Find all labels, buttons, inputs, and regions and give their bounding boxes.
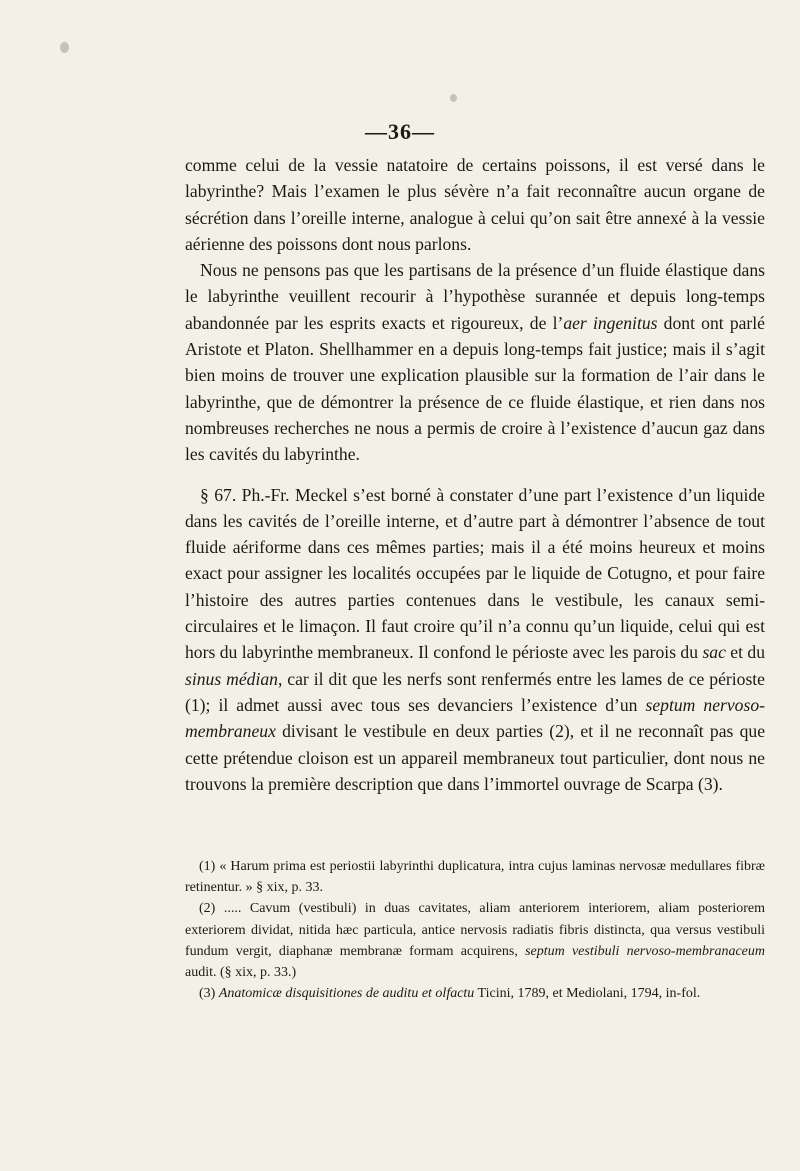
paragraph-2-italic: aer ingenitus — [563, 312, 658, 333]
paragraph-1: comme celui de la vessie natatoire de certains poissons, il est versé dans le labyrinthe? Mais l’examen le plus sévère n’a fait reconnaître aucun organe de sécrétion dans l’oreille interne, analogue à celui qu’on sait être annexé à la vessie aérienne des poissons dont nous parlons. — [185, 155, 765, 254]
paragraph-3-italic-septum: septum nervoso-membraneux — [185, 694, 765, 742]
paragraph-2-part-a: Nous ne pensons pas que les partisans de la présence d’un fluide élastique dans le labyrinthe veuillent recourir à l’hypothèse surannée et depuis long-temps abandonnée par les esprits exacts et rigoureux, de l’ — [185, 260, 765, 333]
paragraph-3-italic-sinus: sinus médian — [185, 668, 278, 689]
paragraph-3-italic-sac: sac — [702, 642, 726, 663]
paragraph-3 — [185, 482, 765, 798]
footnote-3-part-c: Ticini, 1789, et Mediolani, 1794, in-fol. — [474, 986, 701, 1002]
footnote-3-italic: Anatomicæ disquisitiones de auditu et olfactu — [218, 986, 475, 1002]
paragraph-3-part-e: , car il dit que les nerfs sont renfermés entre les lames de ce périoste (1); il admet aussi avec tous ses devanciers l’existence d’un — [185, 668, 765, 715]
paper-spot — [450, 94, 457, 102]
footnote-3-part-a: (3) — [199, 986, 219, 1002]
footnote-2-part-c: audit. (§ xix, p. 33.) — [185, 965, 297, 981]
paper-spot — [60, 42, 69, 53]
footnote-1: (1) « Harum prima est periostii labyrinthi duplicatura, intra cujus laminas nervosæ medullares fibræ retinentur. » § xix, p. 33. — [185, 859, 765, 896]
paragraph-3-part-c: et du — [725, 642, 765, 663]
page-number: —36— — [365, 119, 435, 144]
footnote-3 — [185, 983, 765, 1004]
footnote-2-italic: septum vestibuli nervoso-membranaceum — [525, 943, 765, 959]
footnotes — [185, 856, 765, 1004]
paragraph-3-part-g: divisant le vestibule en deux parties (2), et il ne reconnaît pas que cette prétendue cloison est un appareil membraneux tout particulier, dont nous ne trouvons la première description que dans l’immortel ouvrage de Scarpa (3). — [185, 721, 765, 794]
body-text — [185, 152, 765, 797]
paragraph-3-part-a: § 67. Ph.-Fr. Meckel s’est borné à constater d’une part l’existence d’un liquide dans les cavités de l’oreille interne, et d’autre part à démontrer l’absence de tout fluide aériforme dans ces mêmes parties; mais il a été moins heureux et moins exact pour assigner les localités occupées par le liquide de Cotugno, et pour faire l’histoire des autres parties contenues dans le vestibule, les canaux semi-circulaires et le limaçon. Il faut croire qu’il n’a connu qu’un liquide, celui qui est hors du labyrinthe membraneux. Il confond le périoste avec les parois du — [185, 484, 765, 663]
footnote-2-part-a: (2) ..... Cavum (vestibuli) in duas cavitates, aliam anteriorem interiorem, aliam posteriorem exteriorem dividat, nitida hæc particula, antice nervosis radiatis fibris distincta, qua versus vestibuli fundum vergit, diaphanæ membranæ formam acquirens, — [185, 901, 765, 959]
paragraph-2 — [185, 257, 765, 467]
paragraph-2-part-c: dont ont parlé Aristote et Platon. Shellhammer en a depuis long-temps fait justice; mais il s’agit bien moins de trouver une explication plausible sur la formation de l’air dans le labyrinthe, que de démontrer la présence de ce fluide élastique, et rien dans nos nombreuses recherches ne nous a permis de croire à l’existence d’aucun gaz dans les cavités du labyrinthe. — [185, 312, 765, 465]
footnote-2 — [185, 898, 765, 983]
